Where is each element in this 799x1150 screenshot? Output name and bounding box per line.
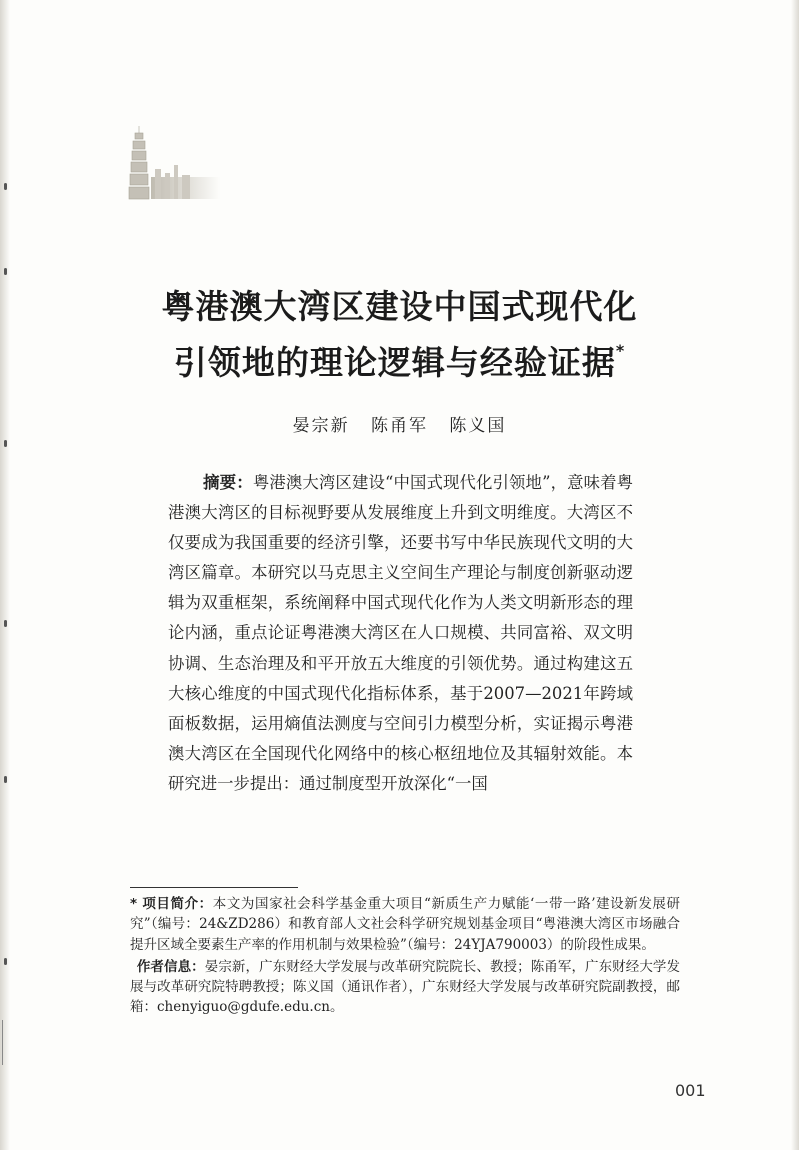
binding-mark bbox=[4, 776, 7, 783]
page-edge-left bbox=[0, 0, 10, 1150]
footnote-project-label: * 项目简介： bbox=[130, 896, 213, 912]
pagoda-skyline-decoration bbox=[125, 125, 220, 200]
author-list bbox=[0, 411, 799, 436]
title-footnote-mark: * bbox=[615, 341, 626, 360]
footnote-author-label: 作者信息： bbox=[136, 958, 205, 975]
title-line-2-text: 引领地的理论逻辑与经验证据 bbox=[173, 343, 616, 382]
binding-line bbox=[2, 1020, 3, 1065]
abstract-label: 摘要： bbox=[203, 473, 253, 492]
footnote-project bbox=[130, 894, 680, 955]
footnote-divider bbox=[130, 887, 298, 888]
binding-mark bbox=[4, 183, 7, 190]
page-number: 001 bbox=[675, 1081, 706, 1100]
binding-mark bbox=[4, 958, 7, 965]
binding-mark bbox=[4, 268, 7, 275]
footnote-author-info bbox=[130, 957, 680, 1018]
author-name: 晏宗新 bbox=[292, 416, 350, 436]
author-name: 陈义国 bbox=[449, 416, 507, 436]
footnote-author-text: 晏宗新，广东财经大学发展与改革研究院院长、教授；陈甬军，广东财经大学发展与改革研究院特聘教授；陈义国（通讯作者），广东财经大学发展与改革研究院副教授，邮箱：chenyiguo@gdufe.edu.cn。 bbox=[130, 958, 681, 1016]
author-name: 陈甬军 bbox=[371, 416, 428, 436]
article-title bbox=[0, 282, 799, 388]
footnote-project-text: 本文为国家社会科学基金重大项目“新质生产力赋能‘一带一路’建设新发展研究”（编号：24&ZD286）和教育部人文社会科学研究规划基金项目“粤港澳大湾区市场融合提升区域全要素生产率的作用机制与效果检验”（编号：24YJA790003）的阶段性成果。 bbox=[130, 896, 680, 953]
abstract-text: 粤港澳大湾区建设“中国式现代化引领地”，意味着粤港澳大湾区的目标视野要从发展维度上升到文明维度。大湾区不仅要成为我国重要的经济引擎，还要书写中华民族现代文明的大湾区篇章。本研究以马克思主义空间生产理论与制度创新驱动逻辑为双重框架，系统阐释中国式现代化作为人类文明新形态的理论内涵，重点论证粤港澳大湾区在人口规模、共同富裕、双文明协调、生态治理及和平开放五大维度的引领优势。通过构建这五大核心维度的中国式现代化指标体系，基于2007—2021年跨域面板数据，运用熵值法测度与空间引力模型分析，实证揭示粤港澳大湾区在全国现代化网络中的核心枢纽地位及其辐射效能。本研究进一步提出：通过制度型开放深化“一国 bbox=[168, 473, 634, 793]
title-line-2 bbox=[0, 332, 799, 388]
abstract bbox=[168, 468, 633, 799]
title-line-1: 粤港澳大湾区建设中国式现代化 bbox=[161, 287, 638, 326]
footnotes bbox=[130, 894, 680, 1018]
binding-mark bbox=[4, 440, 7, 447]
binding-mark bbox=[4, 620, 7, 627]
page-edge-right bbox=[791, 0, 799, 1150]
abstract-paragraph bbox=[168, 468, 633, 799]
